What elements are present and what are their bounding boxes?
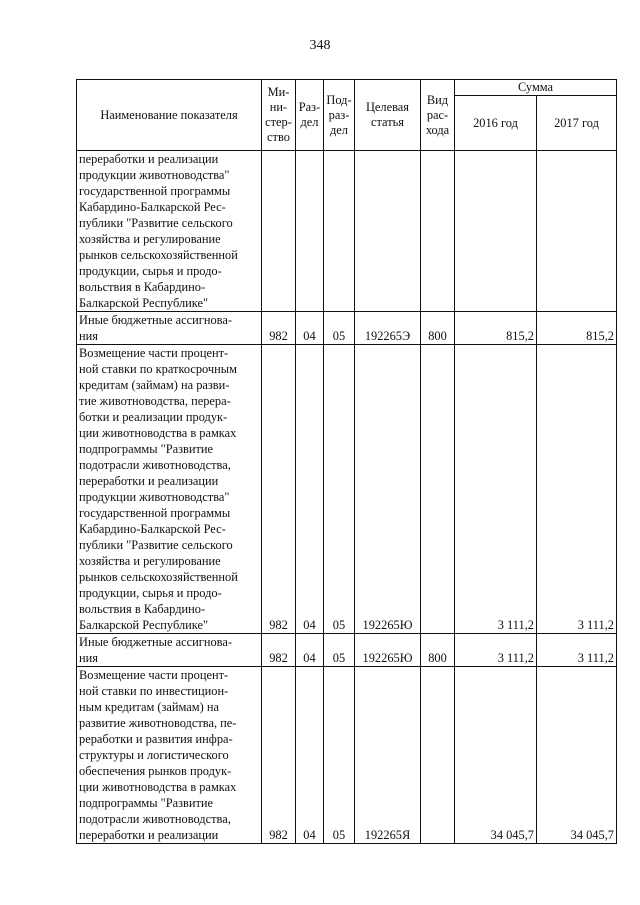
row-amount-2017: 815,2 (537, 312, 617, 345)
row-amount-2017: 3 111,2 (537, 345, 617, 634)
row-subsection: 05 (324, 345, 355, 634)
header-name: Наименование показателя (77, 80, 262, 151)
row-section: 04 (296, 312, 324, 345)
row-subsection: 05 (324, 667, 355, 844)
row-expense-type (421, 345, 455, 634)
table-header (77, 80, 617, 151)
row-section: 04 (296, 345, 324, 634)
row-name: Иные бюджетные ассигнова- ния (77, 312, 262, 345)
row-amount-2016: 34 045,7 (455, 667, 537, 844)
page-number: 348 (309, 38, 331, 53)
row-ministry (262, 151, 296, 312)
row-name: Возмещение части процент- ной ставки по инвестицион- ным кредитам (займам) на развитие животноводства, пе- реработки и развития инфра- структуры и логистического обеспечения рынков продук- ции животноводства в рамках подпрограммы "Развитие подотрасли животноводства, переработки и реализации (77, 667, 262, 844)
row-subsection: 05 (324, 634, 355, 667)
row-amount-2016: 815,2 (455, 312, 537, 345)
header-year-2016: 2016 год (455, 96, 537, 151)
row-amount-2017: 3 111,2 (537, 634, 617, 667)
row-amount-2016: 3 111,2 (455, 345, 537, 634)
header-year-2017: 2017 год (537, 96, 617, 151)
row-target: 192265Ю (355, 345, 421, 634)
row-name: Возмещение части процент- ной ставки по краткосрочным кредитам (займам) на разви- тие животноводства, перера- ботки и реализации продук- ции животноводства в рамках подпрограммы "Развитие подотрасли животноводства, переработки и реализации продукции животноводства" государственной программы Кабардино-Балкарской Рес- публики "Развитие сельского хозяйства и регулирование рынков сельскохозяйственной продукции, сырья и продо- вольствия в Кабардино- Балкарской Республике" (77, 345, 262, 634)
row-name: переработки и реализации продукции животноводства" государственной программы Кабардино-Балкарской Рес- публики "Развитие сельского хозяйства и регулирование рынков сельскохозяйственной продукции, сырья и продо- вольствия в Кабардино- Балкарской Республике" (77, 151, 262, 312)
row-ministry: 982 (262, 345, 296, 634)
row-expense-type (421, 667, 455, 844)
row-expense-type (421, 151, 455, 312)
row-name: Иные бюджетные ассигнова- ния (77, 634, 262, 667)
row-section (296, 151, 324, 312)
table-row (77, 312, 617, 345)
row-ministry: 982 (262, 634, 296, 667)
header-sum: Сумма (455, 80, 617, 96)
row-amount-2016: 3 111,2 (455, 634, 537, 667)
row-target: 192265Ю (355, 634, 421, 667)
row-ministry: 982 (262, 667, 296, 844)
header-subsection: Под- раз- дел (324, 80, 355, 151)
row-amount-2017: 34 045,7 (537, 667, 617, 844)
header-section: Раз- дел (296, 80, 324, 151)
row-subsection (324, 151, 355, 312)
row-target (355, 151, 421, 312)
budget-table (76, 79, 617, 844)
table-row (77, 151, 617, 312)
row-amount-2017 (537, 151, 617, 312)
row-subsection: 05 (324, 312, 355, 345)
row-amount-2016 (455, 151, 537, 312)
header-ministry: Ми- ни- стер- ство (262, 80, 296, 151)
table-row (77, 634, 617, 667)
table-row (77, 345, 617, 634)
row-expense-type: 800 (421, 312, 455, 345)
table-row (77, 667, 617, 844)
row-target: 192265Я (355, 667, 421, 844)
row-ministry: 982 (262, 312, 296, 345)
row-section: 04 (296, 634, 324, 667)
header-expense-type: Вид рас- хода (421, 80, 455, 151)
row-expense-type: 800 (421, 634, 455, 667)
row-section: 04 (296, 667, 324, 844)
row-target: 192265Э (355, 312, 421, 345)
header-target: Целевая статья (355, 80, 421, 151)
